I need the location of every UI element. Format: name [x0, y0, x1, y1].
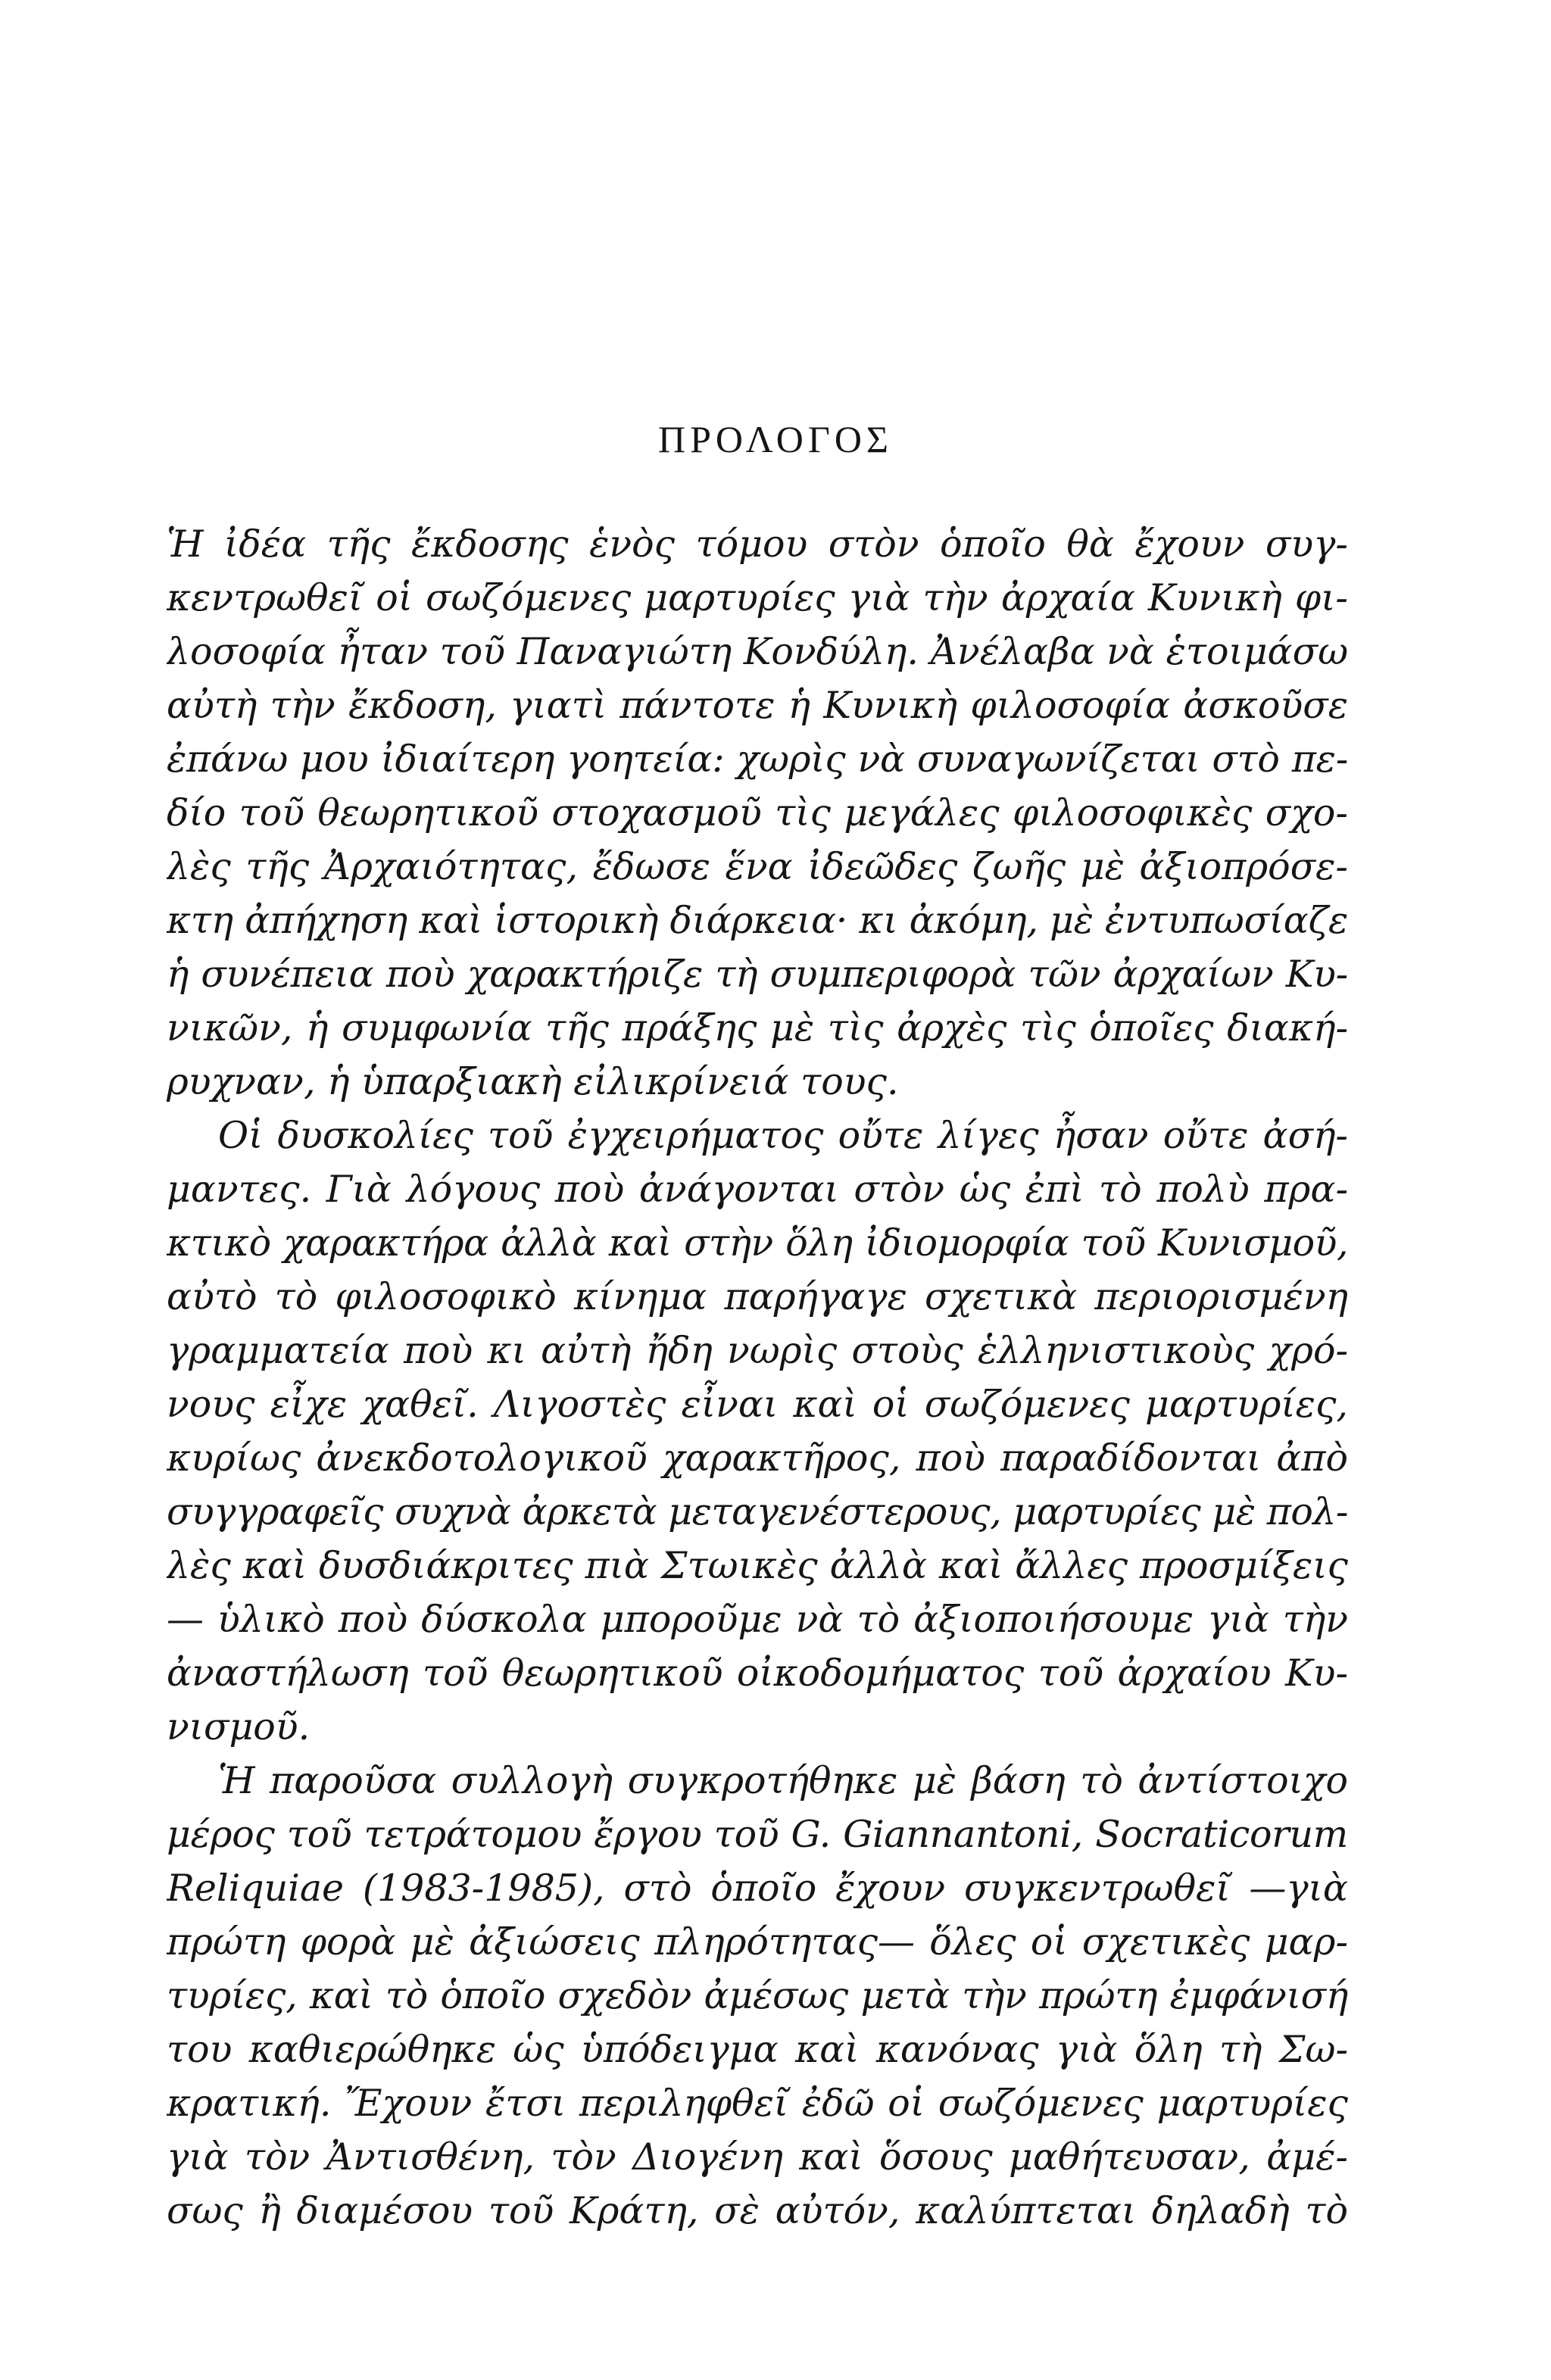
text-line: λὲς καὶ δυσδιάκριτες πιὰ Στωικὲς ἀλλὰ καὶ ἄλλες προσμίξεις — [167, 1544, 1348, 1587]
text-line: Reliquiae (1983-1985), στὸ ὁποῖο ἔχουν συγκεντρωθεῖ —γιὰ — [167, 1867, 1348, 1910]
text-line: ἀναστήλωση τοῦ θεωρητικοῦ οἰκοδομήματος τοῦ ἀρχαίου Κυ- — [167, 1652, 1348, 1695]
text-line: Ἡ παροῦσα συλλογὴ συγκροτήθηκε μὲ βάση τὸ ἀντίστοιχο — [218, 1759, 1348, 1802]
text-line: αὐτὴ τὴν ἔκδοση, γιατὶ πάντοτε ἡ Κυνικὴ φιλοσοφία ἀσκοῦσε — [167, 684, 1348, 727]
text-line: του καθιερώθηκε ὡς ὑπόδειγμα καὶ κανόνας γιὰ ὅλη τὴ Σω- — [167, 2028, 1348, 2071]
text-line: δίο τοῦ θεωρητικοῦ στοχασμοῦ τὶς μεγάλες φιλοσοφικὲς σχο- — [167, 791, 1348, 834]
text-line: τυρίες, καὶ τὸ ὁποῖο σχεδὸν ἀμέσως μετὰ τὴν πρώτη ἐμφάνισή — [167, 1974, 1348, 2017]
text-line: νικῶν, ἡ συμφωνία τῆς πράξης μὲ τὶς ἀρχὲς τὶς ὁποῖες διακή- — [167, 1006, 1348, 1050]
text-line: γραμματεία ποὺ κι αὐτὴ ἤδη νωρὶς στοὺς ἑλληνιστικοὺς χρό- — [167, 1329, 1348, 1372]
text-line: Οἱ δυσκολίες τοῦ ἐγχειρήματος οὔτε λίγες ἦσαν οὔτε ἀσή- — [218, 1114, 1348, 1157]
text-line: ἐπάνω μου ἰδιαίτερη γοητεία: χωρὶς νὰ συναγωνίζεται στὸ πε- — [167, 738, 1348, 781]
text-line: νους εἶχε χαθεῖ. Λιγοστὲς εἶναι καὶ οἱ σωζόμενες μαρτυρίες, — [167, 1383, 1348, 1426]
text-line: αὐτὸ τὸ φιλοσοφικὸ κίνημα παρήγαγε σχετικὰ περιορισμένη — [167, 1275, 1348, 1318]
text-line: μαντες. Γιὰ λόγους ποὺ ἀνάγονται στὸν ὡς ἐπὶ τὸ πολὺ πρα- — [167, 1168, 1348, 1211]
text-line: κτη ἀπήχηση καὶ ἱστορικὴ διάρκεια· κι ἀκόμη, μὲ ἐντυπωσίαζε — [167, 899, 1348, 942]
text-line: λὲς τῆς Ἀρχαιότητας, ἔδωσε ἕνα ἰδεῶδες ζωῆς μὲ ἀξιοπρόσε- — [167, 845, 1348, 888]
text-line: πρώτη φορὰ μὲ ἀξιώσεις πληρότητας— ὅλες οἱ σχετικὲς μαρ- — [167, 1920, 1348, 1964]
text-line: ἡ συνέπεια ποὺ χαρακτήριζε τὴ συμπεριφορὰ τῶν ἀρχαίων Κυ- — [167, 953, 1348, 996]
text-line: νισμοῦ. — [167, 1705, 311, 1748]
chapter-title: ΠΡΟΛΟΓΟΣ — [657, 418, 894, 460]
text-line: κρατική. Ἔχουν ἔτσι περιληφθεῖ ἐδῶ οἱ σωζόμενες μαρτυρίες — [167, 2082, 1348, 2125]
text-line: γιὰ τὸν Ἀντισθένη, τὸν Διογένη καὶ ὅσους μαθήτευσαν, ἀμέ- — [167, 2135, 1348, 2179]
text-line: μέρος τοῦ τετράτομου ἔργου τοῦ G. Giannantoni, Socraticorum — [167, 1813, 1348, 1856]
text-line: συγγραφεῖς συχνὰ ἀρκετὰ μεταγενέστερους, μαρτυρίες μὲ πολ- — [167, 1490, 1348, 1533]
body-text — [167, 517, 1348, 2238]
text-line: κυρίως ἀνεκδοτολογικοῦ χαρακτῆρος, ποὺ παραδίδονται ἀπὸ — [167, 1436, 1348, 1480]
text-line: — ὑλικὸ ποὺ δύσκολα μποροῦμε νὰ τὸ ἀξιοποιήσουμε γιὰ τὴν — [167, 1598, 1348, 1641]
text-line: ρυχναν, ἡ ὑπαρξιακὴ εἰλικρίνειά τους. — [167, 1060, 899, 1103]
text-line: κεντρωθεῖ οἱ σωζόμενες μαρτυρίες γιὰ τὴν ἀρχαία Κυνικὴ φι- — [167, 576, 1348, 619]
text-line: κτικὸ χαρακτήρα ἀλλὰ καὶ στὴν ὅλη ἰδιομορφία τοῦ Κυνισμοῦ, — [167, 1221, 1348, 1265]
text-line: σως ἢ διαμέσου τοῦ Κράτη, σὲ αὐτόν, καλύπτεται δηλαδὴ τὸ — [167, 2189, 1348, 2232]
text-line: Ἡ ἰδέα τῆς ἔκδοσης ἑνὸς τόμου στὸν ὁποῖο θὰ ἔχουν συγ- — [167, 522, 1348, 566]
text-line: λοσοφία ἦταν τοῦ Παναγιώτη Κονδύλη. Ἀνέλαβα νὰ ἑτοιμάσω — [167, 630, 1348, 673]
